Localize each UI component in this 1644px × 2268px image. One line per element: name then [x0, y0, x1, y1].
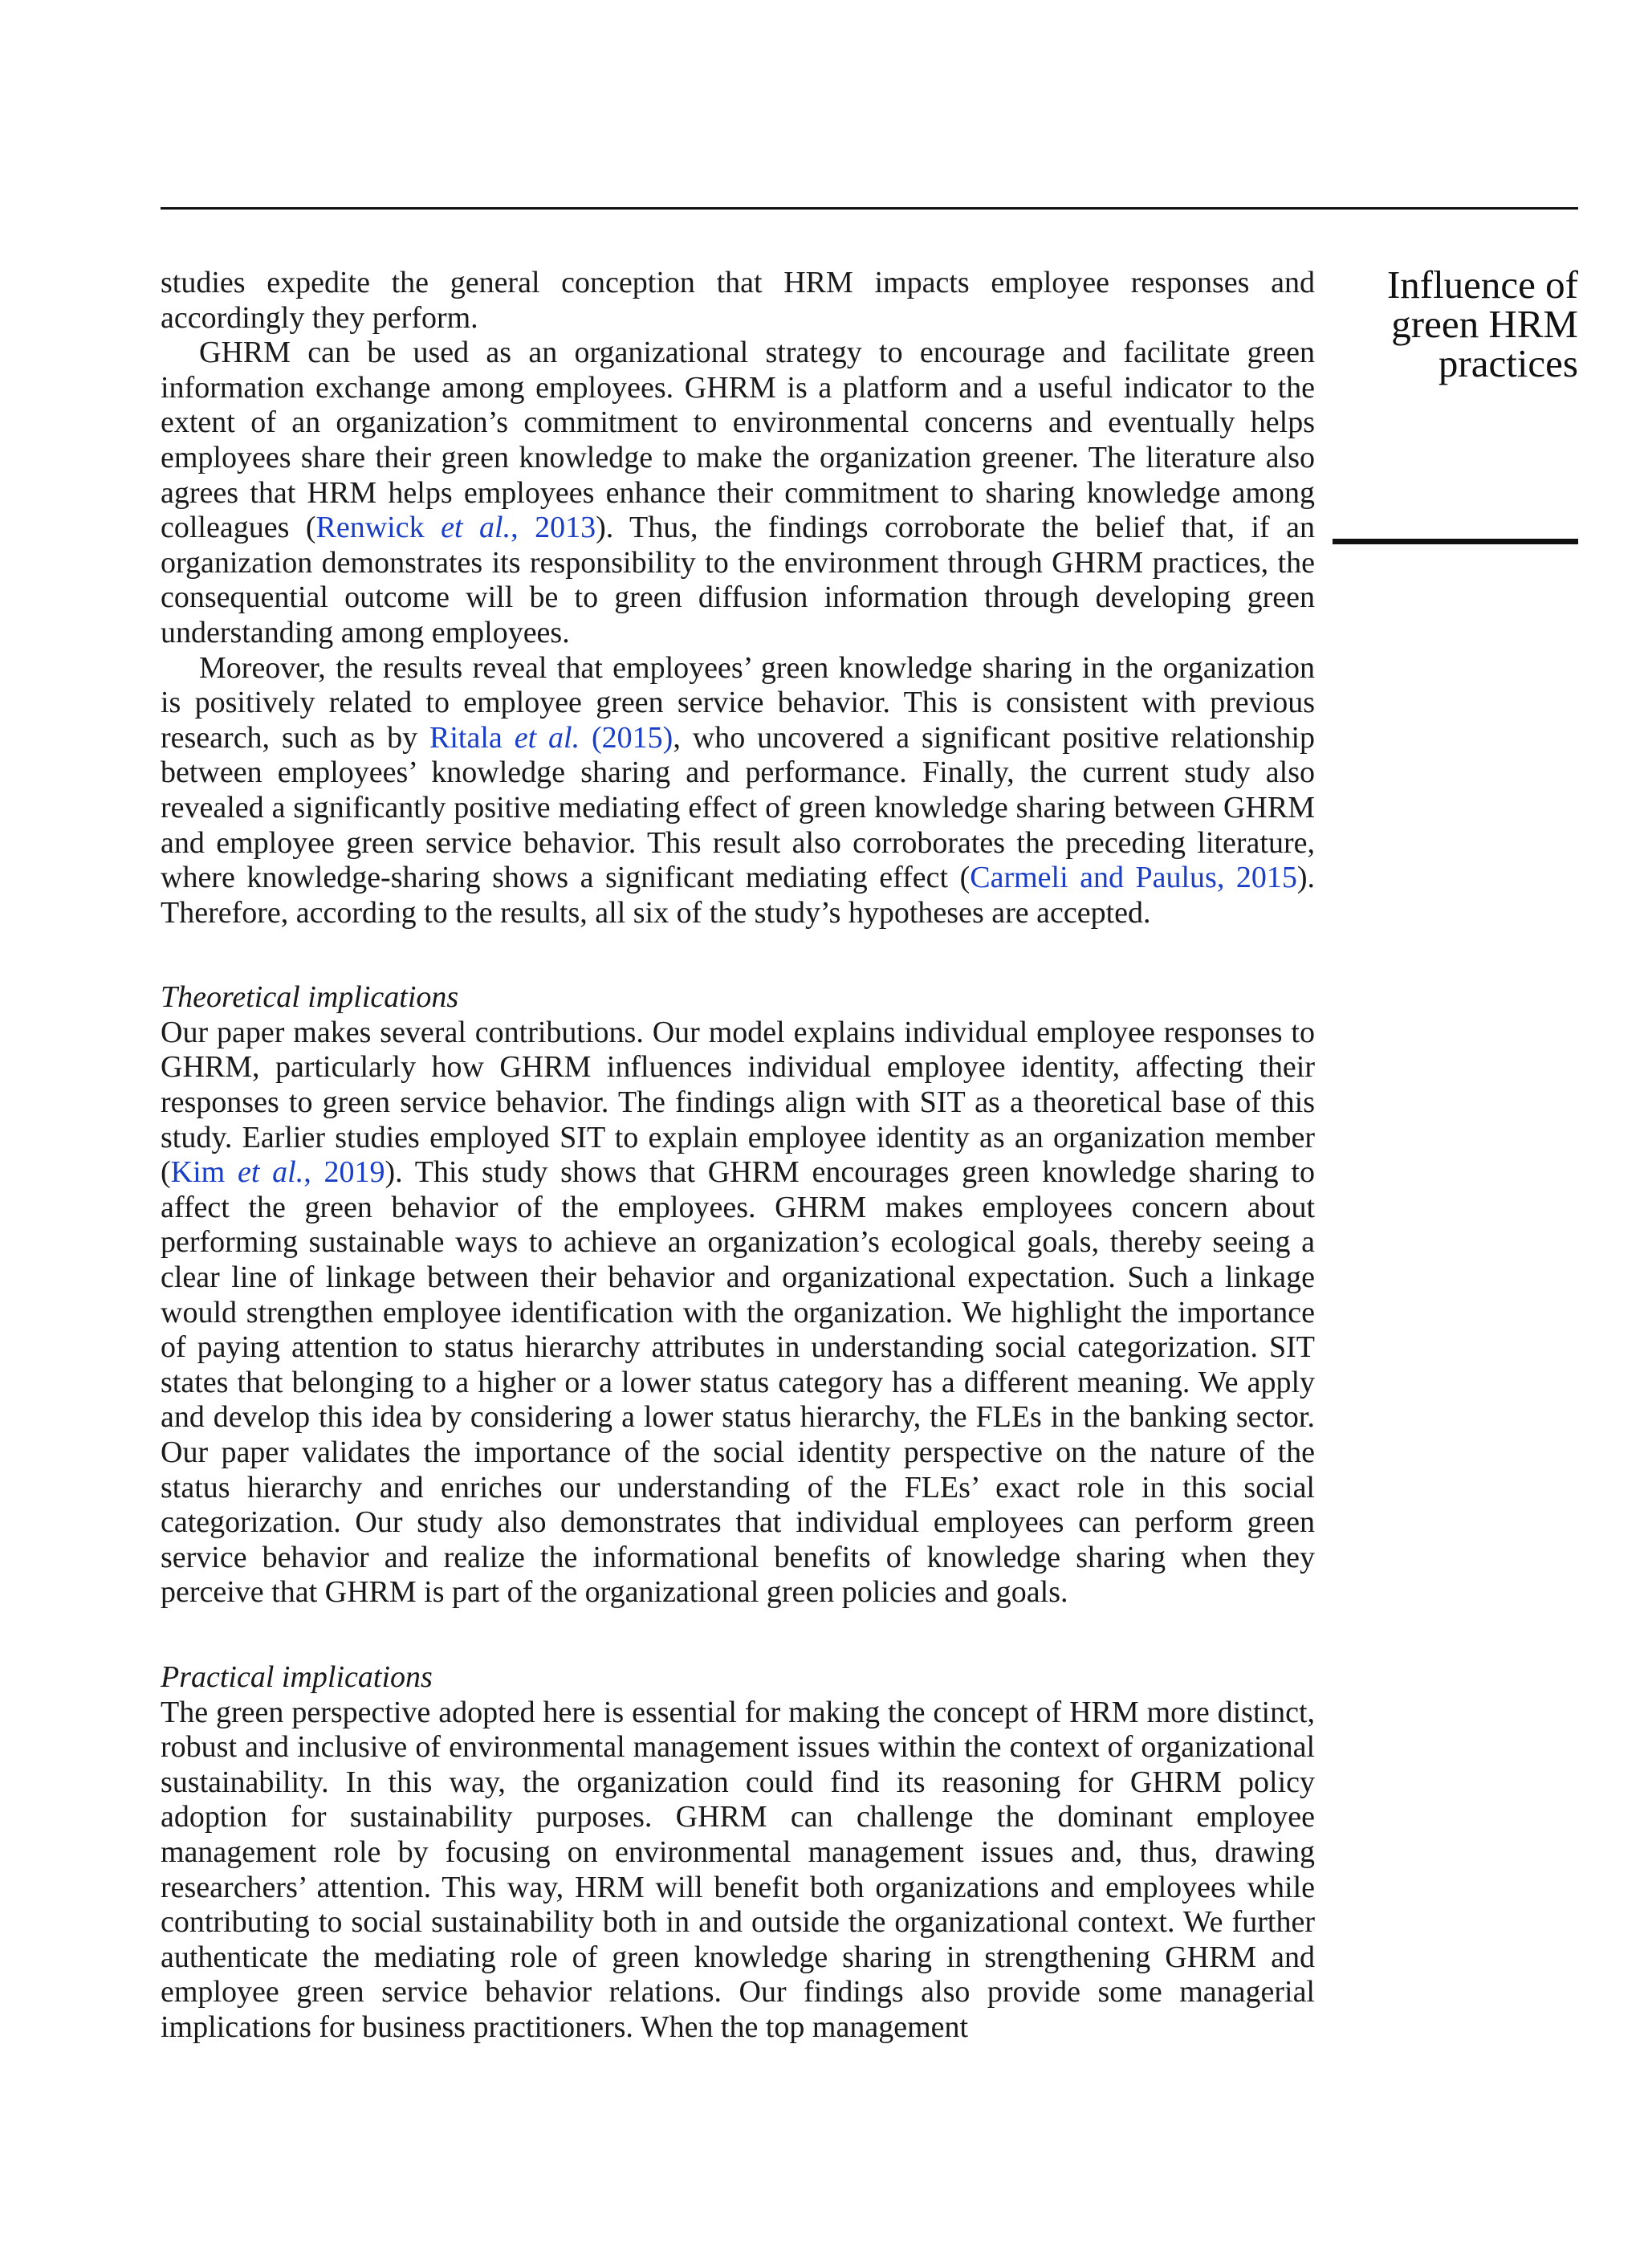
citation-year: (2015)	[580, 720, 673, 755]
citation-author: Kim	[170, 1155, 238, 1190]
side-rule	[1333, 539, 1578, 544]
citation-carmeli-paulus-2015[interactable]: Carmeli and Paulus, 2015	[970, 861, 1297, 895]
paragraph-intro-1	[161, 266, 1315, 336]
citation-year: , 2013	[511, 511, 596, 545]
citation-etal: et al.	[441, 511, 511, 545]
paragraph-text: GHRM can be used as an organizational strategy to encourage and facilitate green information exchange among employees. GHRM is a platform and a useful indicator to the extent of an organization’s commitment to environmental concerns and eventually helps employees share their green knowledge to make the organization greener. The literature also agrees that HRM helps employees enhance their commitment to sharing knowledge among colleagues (	[161, 336, 1315, 545]
citation-kim-2019[interactable]	[171, 1155, 385, 1189]
paragraph-text: ). This study shows that GHRM encourages green knowledge sharing to affect the green behavior of the employees. GHRM makes employees concern about performing sustainable ways to achieve an organization’s ecological goals, thereby seeing a clear line of linkage between their behavior and organizational expectation. Such a linkage would strengthen employee identification with the organization. We highlight the importance of paying attention to status hierarchy attributes in understanding social categorization. SIT states that belonging to a higher or a lower status category has a different meaning. We apply and develop this idea by considering a lower status hierarchy, the FLEs in the banking sector. Our paper validates the importance of the social identity perspective on the nature of the status hierarchy and enriches our understanding of the FLEs’ exact role in this social categorization. Our study also demonstrates that individual employees can perform green service behavior and realize the informational benefits of knowledge sharing when they perceive that GHRM is part of the organizational green policies and goals.	[161, 1155, 1315, 1610]
citation-year: , 2019	[303, 1155, 385, 1190]
citation-author: Renwick	[315, 511, 442, 545]
section-gap	[161, 930, 1315, 980]
citation-etal: et al.	[237, 1155, 304, 1190]
paragraph-intro-2	[161, 336, 1315, 650]
running-head-line-2: green HRM	[1391, 302, 1578, 346]
paragraph-practical: The green perspective adopted here is essential for making the concept of HRM more distinct, robust and inclusive of environmental management issues within the context of organizational sustainability. In this way, the organization could find its reasoning for GHRM policy adoption for sustainability purposes. GHRM can challenge the dominant employee management role by focusing on environmental management issues and, thus, drawing researchers’ attention. This way, HRM will benefit both organizations and employees while contributing to social sustainability both in and outside the organizational context. We further authenticate the mediating role of green knowledge sharing in strengthening GHRM and employee green service behavior relations. Our findings also provide some managerial implications for business practitioners. When the top management	[161, 1695, 1315, 2044]
body-column	[161, 266, 1315, 2046]
citation-etal: et al.	[514, 720, 580, 755]
section-gap	[161, 1610, 1315, 1660]
heading-practical-implications: Practical implications	[161, 1659, 433, 1694]
paragraph-text: Our paper makes several contributions. Our model explains individual employee responses to GHRM, particularly how GHRM influences individual employee identity, affecting their responses to green service behavior. The findings align with SIT as a theoretical base of this study. Earlier studies employed SIT to explain employee identity as an organization member (	[161, 1015, 1315, 1190]
citation-ritala-2015[interactable]	[429, 721, 673, 755]
paragraph-text: ). Therefore, according to the results, all six of the study’s hypotheses are accepted.	[161, 861, 1315, 930]
running-head-line-1: Influence of	[1386, 263, 1578, 307]
paragraph-text: ). Thus, the findings corroborate the belief that, if an organization demonstrates its responsibility to the environment through GHRM practices, the consequential outcome will be to green diffusion information through developing green understanding among employees.	[161, 511, 1316, 649]
citation-renwick-2013[interactable]	[316, 511, 596, 544]
top-rule	[161, 207, 1578, 210]
running-head-line-3: practices	[1438, 341, 1578, 385]
paragraph-theoretical	[161, 1016, 1315, 1610]
citation-author: Ritala	[429, 720, 515, 755]
paragraph-text: Moreover, the results reveal that employees’ green knowledge sharing in the organization is positively related to employee green service behavior. This is consistent with previous research, such as by	[161, 650, 1315, 755]
running-head	[1349, 265, 1578, 383]
heading-theoretical-implications: Theoretical implications	[161, 980, 459, 1015]
paragraph-intro-3	[161, 651, 1315, 931]
paragraph-text: studies expedite the general conception that HRM impacts employee responses and accordingly they perform.	[161, 266, 1315, 335]
paragraph-text: , who uncovered a significant positive relationship between employees’ knowledge sharing and performance. Finally, the current study also revealed a significantly positive mediating effect of green knowledge sharing between GHRM and employee green service behavior. This result also corroborates the preceding literature, where knowledge-sharing shows a significant mediating effect (	[161, 720, 1316, 895]
